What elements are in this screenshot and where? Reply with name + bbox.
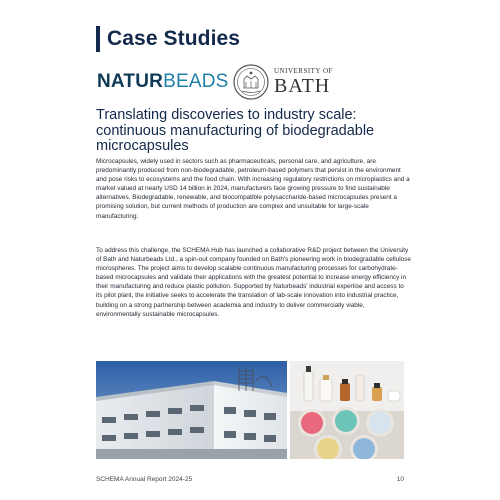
report-name: SCHEMA Annual Report 2024-25 <box>96 476 193 483</box>
university-seal-icon <box>233 64 269 100</box>
naturbeads-logo <box>97 71 229 93</box>
section-accent-bar <box>96 26 100 52</box>
page-number: 10 <box>396 476 404 483</box>
section-title: Case Studies <box>107 27 241 50</box>
factory-building-photo <box>96 361 287 459</box>
naturbeads-logo-part2: BEADS <box>163 71 229 92</box>
partner-logos <box>97 64 397 100</box>
naturbeads-logo-part1: NATUR <box>97 71 164 92</box>
article-title: Translating discoveries to industry scale: continuous manufacturing of biodegradable microcapsules <box>96 107 375 154</box>
article-paragraph-1: Microcapsules, widely used in sectors such as pharmaceuticals, personal care, and agriculture, are predominantly produced from non-biodegradable, petroleum-based polymers that persist in the environment and pose risks to ecosystems and the food chain. With increasing regulatory restrictions on microplastics and a market valued at nearly USD 14 billion in 2024, manufacturers face growing pressure to find sustainable alternatives. Biodegradable, renewable, and biocompatible polysaccharide-based microcapsules present a promising solution, but current methods of production are complex and unsuitable for large-scale manufacturing. <box>96 158 410 220</box>
article-paragraph-2: To address this challenge, the SCHEMA Hub has launched a collaborative R&D project between the University of Bath and Naturbeads Ltd., a spin-out company founded on Bath's pioneering work in biodegradable cellulose microspheres. The project aims to develop scalable continuous manufacturing processes for carbohydrate-based microcapsules and validate their applications with the greatest potential to increase energy efficiency in their manufacturing and reduce plastic pollution. Supported by Naturbeads' industrial expertise and access to its pilot plant, the initiative seeks to accelerate the translation of lab-scale innovation into industrial practice, building on a strong partnership between academia and industry to deliver commercially viable, environmentally sustainable microcapsules. <box>96 247 411 318</box>
bath-logo-small-text: UNIVERSITY OF <box>274 67 333 75</box>
microcapsule-products-photo <box>290 361 404 459</box>
section-header <box>96 26 240 52</box>
bath-logo-text: BATH <box>274 75 331 97</box>
